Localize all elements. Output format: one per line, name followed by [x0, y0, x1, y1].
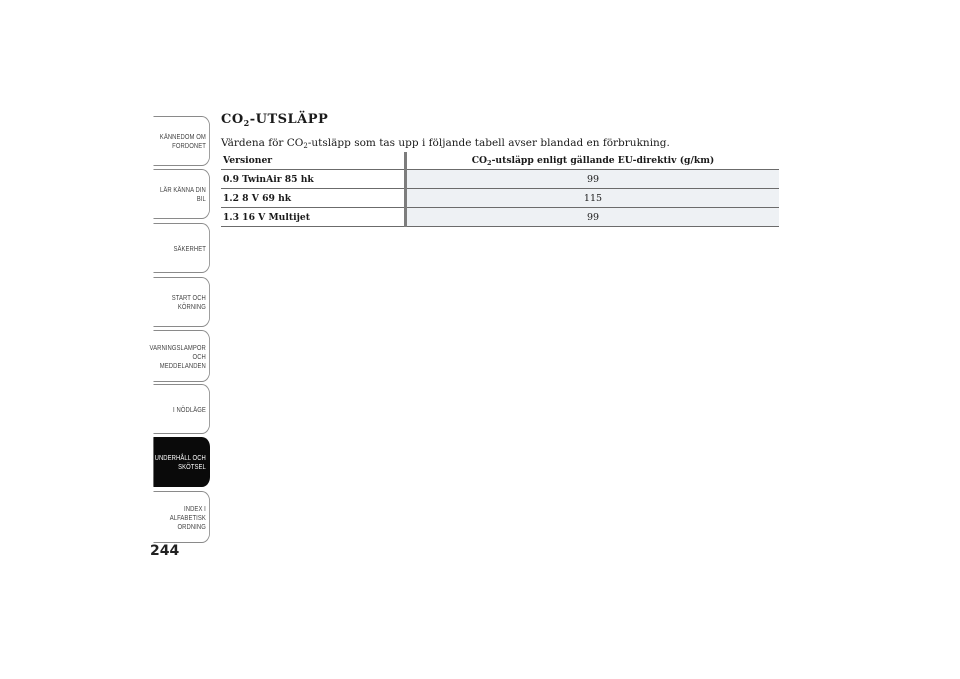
row-value: 99 [406, 208, 780, 227]
page-number: 244 [150, 543, 180, 559]
tab-kannedom-om-fordonet[interactable] [153, 116, 210, 166]
tab-label: VARNINGSLAMPOR OCH MEDDELANDEN [149, 342, 206, 370]
tab-label: START OCH KÖRNING [171, 293, 206, 311]
row-version: 0.9 TwinAir 85 hk [221, 170, 406, 189]
tab-varningslampor[interactable] [149, 330, 210, 382]
row-version: 1.3 16 V Multijet [221, 208, 406, 227]
title-suffix: -UTSLÄPP [249, 112, 329, 127]
header-version: Versioner [221, 152, 406, 170]
table-row [221, 189, 779, 208]
table-row [221, 170, 779, 189]
header-value [406, 152, 780, 170]
tab-label: I NÖDLÄGE [173, 404, 206, 414]
tab-label: LÄR KÄNNA DIN BIL [159, 185, 206, 203]
header-value-suffix: -utsläpp enligt gällande EU-direktiv (g/km) [491, 154, 715, 166]
tab-label: UNDERHÅLL OCH SKÖTSEL [154, 453, 206, 471]
tab-index[interactable] [153, 491, 210, 543]
intro-prefix: Värdena för CO [221, 137, 304, 149]
intro-subscript: 2 [303, 142, 308, 150]
tab-start-och-korning[interactable] [153, 277, 210, 327]
intro-suffix: -utsläpp som tas upp i följande tabell avser blandad en förbrukning. [307, 137, 670, 149]
co2-emissions-table [221, 152, 779, 227]
title-prefix: CO [221, 112, 244, 127]
row-value: 115 [406, 189, 780, 208]
title-subscript: 2 [243, 118, 250, 128]
tab-label: KÄNNEDOM OM FORDONET [159, 132, 206, 150]
section-title [221, 112, 328, 128]
row-version: 1.2 8 V 69 hk [221, 189, 406, 208]
header-value-subscript: 2 [487, 158, 492, 167]
table-header-row [221, 152, 779, 170]
tab-sakerhet[interactable] [153, 223, 210, 273]
tab-label: SÄKERHET [173, 243, 206, 253]
row-value: 99 [406, 170, 780, 189]
tab-i-nodlage[interactable] [153, 384, 210, 434]
intro-paragraph [221, 137, 670, 150]
header-value-prefix: CO [471, 154, 488, 166]
tab-underhall-och-skotsel[interactable] [153, 437, 210, 487]
tab-label: INDEX I ALFABETISK ORDNING [169, 503, 206, 531]
table-row [221, 208, 779, 227]
tab-lar-kanna-din-bil[interactable] [153, 169, 210, 219]
